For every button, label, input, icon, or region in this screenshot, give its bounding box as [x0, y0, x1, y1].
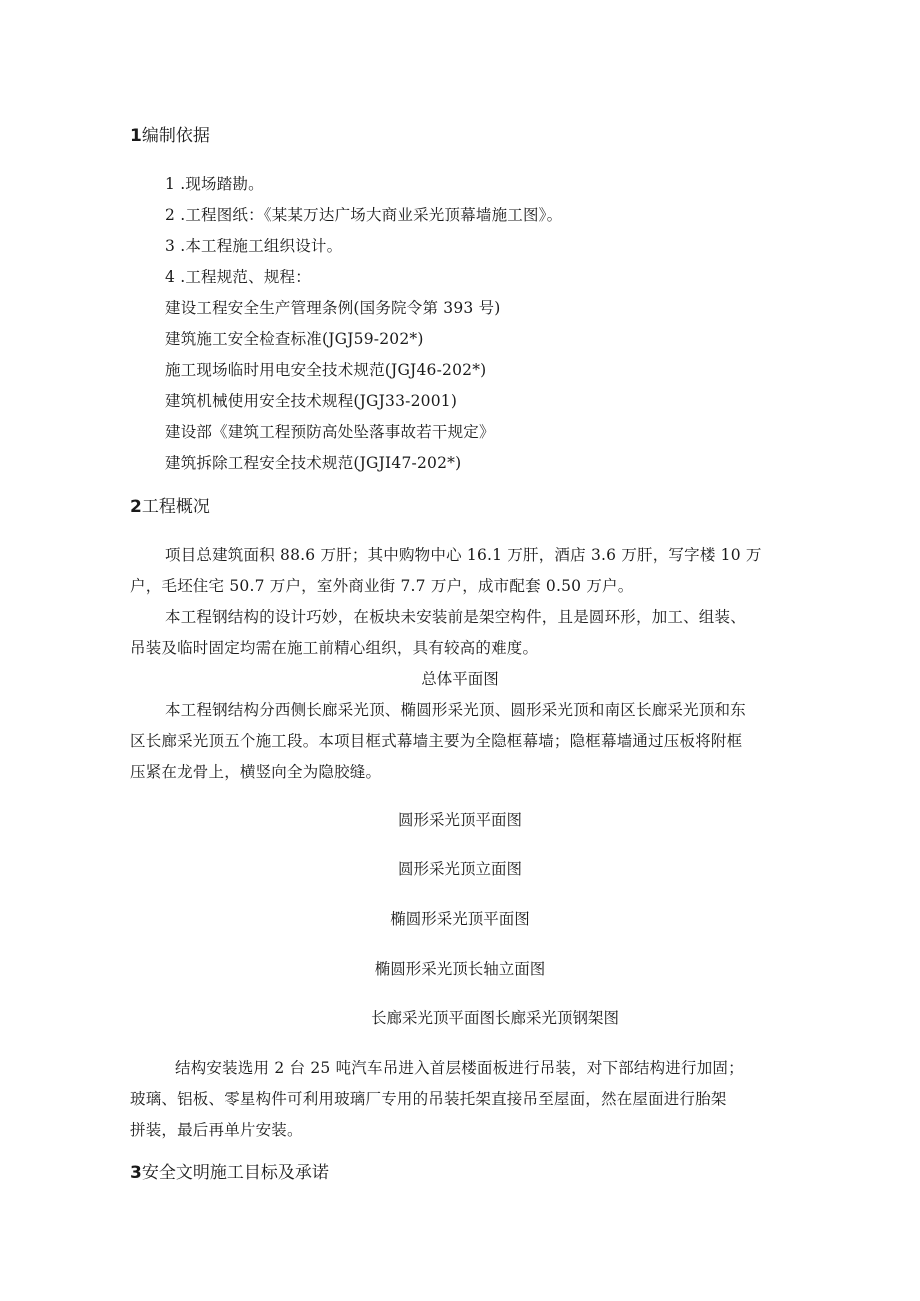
section-1-heading	[130, 121, 210, 146]
section-3-heading	[130, 1158, 329, 1183]
section-1-number: 1	[130, 126, 142, 146]
paragraph-line: 户，毛坯住宅 50.7 万户，室外商业街 7.7 万户，成市配套 0.50 万户。	[130, 577, 634, 595]
figure-caption: 圆形采光顶立面图	[397, 860, 522, 878]
figure-caption: 椭圆形采光顶长轴立面图	[374, 960, 546, 978]
paragraph-line: 本工程钢结构的设计巧妙，在板块未安装前是架空构件，且是圆环形，加工、组装、	[165, 608, 746, 626]
figure-caption: 长廊采光顶平面图长廊采光顶钢架图	[370, 1009, 619, 1027]
figure-caption: 椭圆形采光顶平面图	[390, 910, 530, 928]
section-3-title: 安全文明施工目标及承诺	[141, 1163, 329, 1183]
regulation-item: 施工现场临时用电安全技术规范(JGJ46-202*)	[165, 361, 487, 379]
paragraph-line: 压紧在龙骨上，横竖向全为隐胶缝。	[130, 763, 382, 781]
paragraph-line: 吊装及临时固定均需在施工前精心组织，具有较高的难度。	[130, 639, 539, 657]
section-1-title: 编制依据	[141, 126, 210, 146]
section-2-title: 工程概况	[141, 497, 210, 517]
section-3-number: 3	[130, 1163, 142, 1183]
regulation-item: 建筑拆除工程安全技术规范(JGJI47-202*)	[165, 454, 462, 472]
regulation-item: 建筑机械使用安全技术规程(JGJ33-2001)	[165, 392, 458, 410]
paragraph-line: 项目总建筑面积 88.6 万肝；其中购物中心 16.1 万肝，酒店 3.6 万肝，写字楼 10 万	[165, 546, 762, 564]
paragraph-line: 拼装，最后再单片安装。	[130, 1121, 303, 1139]
list-item: 4 .工程规范、规程：	[165, 268, 311, 286]
paragraph-line: 区长廊采光顶五个施工段。本项目框式幕墙主要为全隐框幕墙；隐框幕墙通过压板将附框	[130, 732, 743, 750]
section-2-heading	[130, 492, 210, 517]
regulation-item: 建设部《建筑工程预防高处坠落事故若干规定》	[165, 423, 495, 441]
list-item: 2 .工程图纸：《某某万达广场大商业采光顶幕墙施工图》。	[165, 206, 563, 224]
section-2-number: 2	[130, 497, 142, 517]
paragraph-line: 结构安装选用 2 台 25 吨汽车吊进入首层楼面板进行吊装，对下部结构进行加固；	[175, 1059, 744, 1077]
regulation-item: 建筑施工安全检查标准(JGJ59-202*)	[165, 330, 424, 348]
paragraph-line: 本工程钢结构分西侧长廊采光顶、椭圆形采光顶、圆形采光顶和南区长廊采光顶和东	[165, 701, 746, 719]
paragraph-line: 玻璃、铝板、零星构件可利用玻璃厂专用的吊装托架直接吊至屋面，然在屋面进行胎架	[130, 1090, 727, 1108]
regulation-item: 建设工程安全生产管理条例(国务院令第 393 号)	[165, 299, 501, 317]
figure-caption: 圆形采光顶平面图	[397, 811, 522, 829]
list-item: 3 .本工程施工组织设计。	[165, 237, 343, 255]
list-item: 1 .现场踏勘。	[165, 175, 264, 193]
figure-caption: 总体平面图	[421, 670, 499, 688]
